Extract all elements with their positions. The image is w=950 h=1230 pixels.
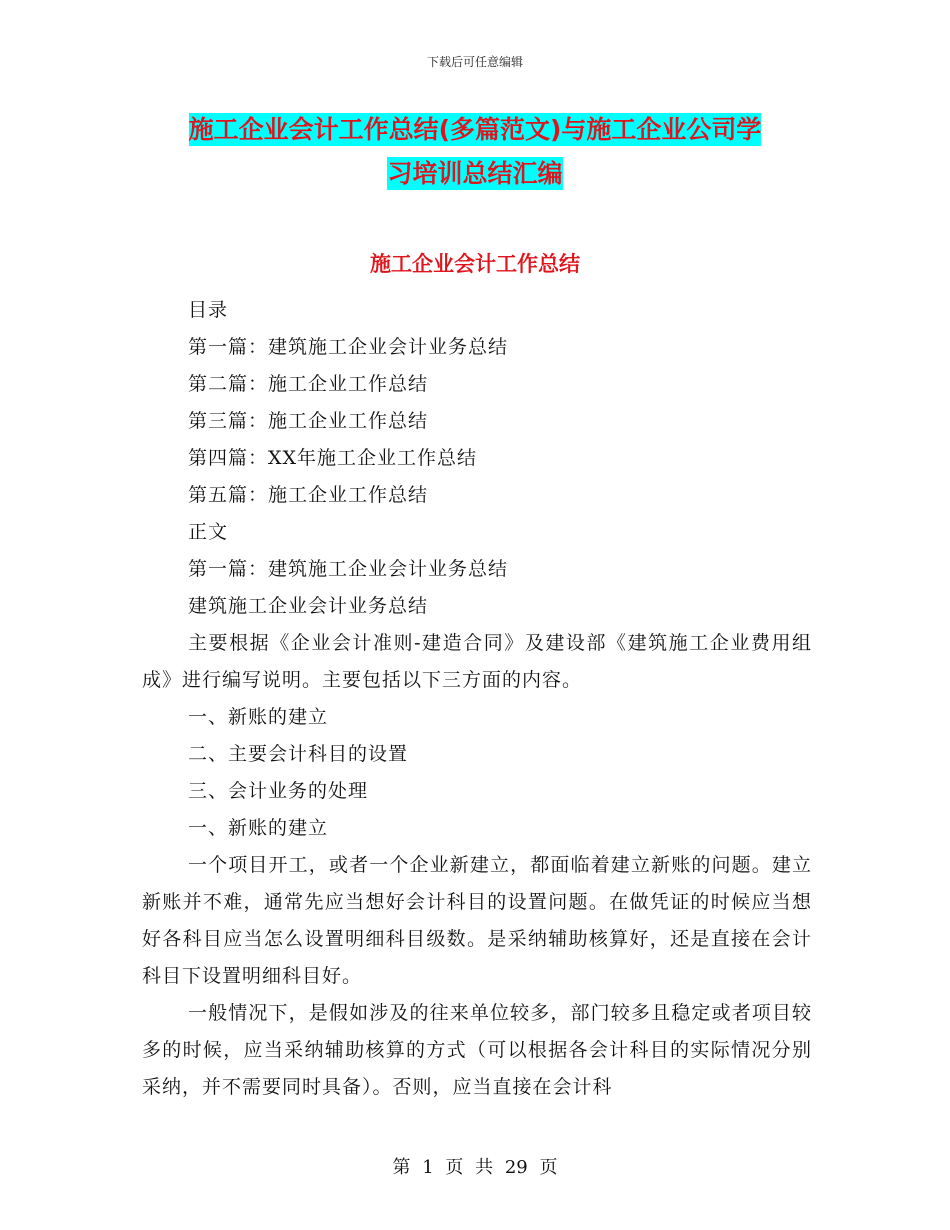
outline-item: 三、会计业务的处理 — [188, 780, 369, 802]
outline-item: 一、新账的建立 — [188, 706, 329, 728]
document-title-line-1: 施工企业会计工作总结(多篇范文)与施工企业公司学 — [188, 115, 762, 144]
paragraph: 一般情况下，是假如涉及的往来单位较多，部门较多且稳定或者项目较多的时候，应当采纳辅助核算的方式（可以根据各会计科目的实际情况分别采纳，并不需要同时具备）。否则，应当直接在会计科 — [142, 1002, 812, 1098]
document-title-line-2: 习培训总结汇编 — [387, 159, 563, 188]
toc-item: 第五篇：施工企业工作总结 — [188, 484, 429, 506]
toc-item: 第四篇：XX年施工企业工作总结 — [188, 447, 478, 469]
document-body — [142, 292, 812, 1106]
paragraph: 一个项目开工，或者一个企业新建立，都面临着建立新账的问题。建立新账并不难，通常先应当想好会计科目的设置问题。在做凭证的时候应当想好各科目应当怎么设置明细科目级数。是采纳辅助核算好，还是直接在会计科目下设置明细科目好。 — [142, 854, 812, 987]
document-title — [140, 108, 810, 196]
chapter-title: 第一篇：建筑施工企业会计业务总结 — [188, 558, 509, 580]
toc-item: 第二篇：施工企业工作总结 — [188, 373, 429, 395]
section-title: 施工企业会计工作总结 — [370, 252, 580, 276]
toc-item: 第一篇：建筑施工企业会计业务总结 — [188, 336, 509, 358]
toc-heading: 目录 — [188, 299, 229, 321]
header-note: 下载后可任意编辑 — [426, 55, 523, 69]
chapter-subtitle: 建筑施工企业会计业务总结 — [188, 595, 429, 617]
page-number-footer: 第 1 页 共 29 页 — [392, 1157, 558, 1178]
outline-item: 二、主要会计科目的设置 — [188, 743, 409, 765]
main-text-label: 正文 — [188, 521, 229, 543]
toc-item: 第三篇：施工企业工作总结 — [188, 410, 429, 432]
intro-paragraph: 主要根据《企业会计准则-建造合同》及建设部《建筑施工企业费用组成》进行编写说明。主要包括以下三方面的内容。 — [142, 632, 812, 691]
section-heading: 一、新账的建立 — [188, 817, 329, 839]
